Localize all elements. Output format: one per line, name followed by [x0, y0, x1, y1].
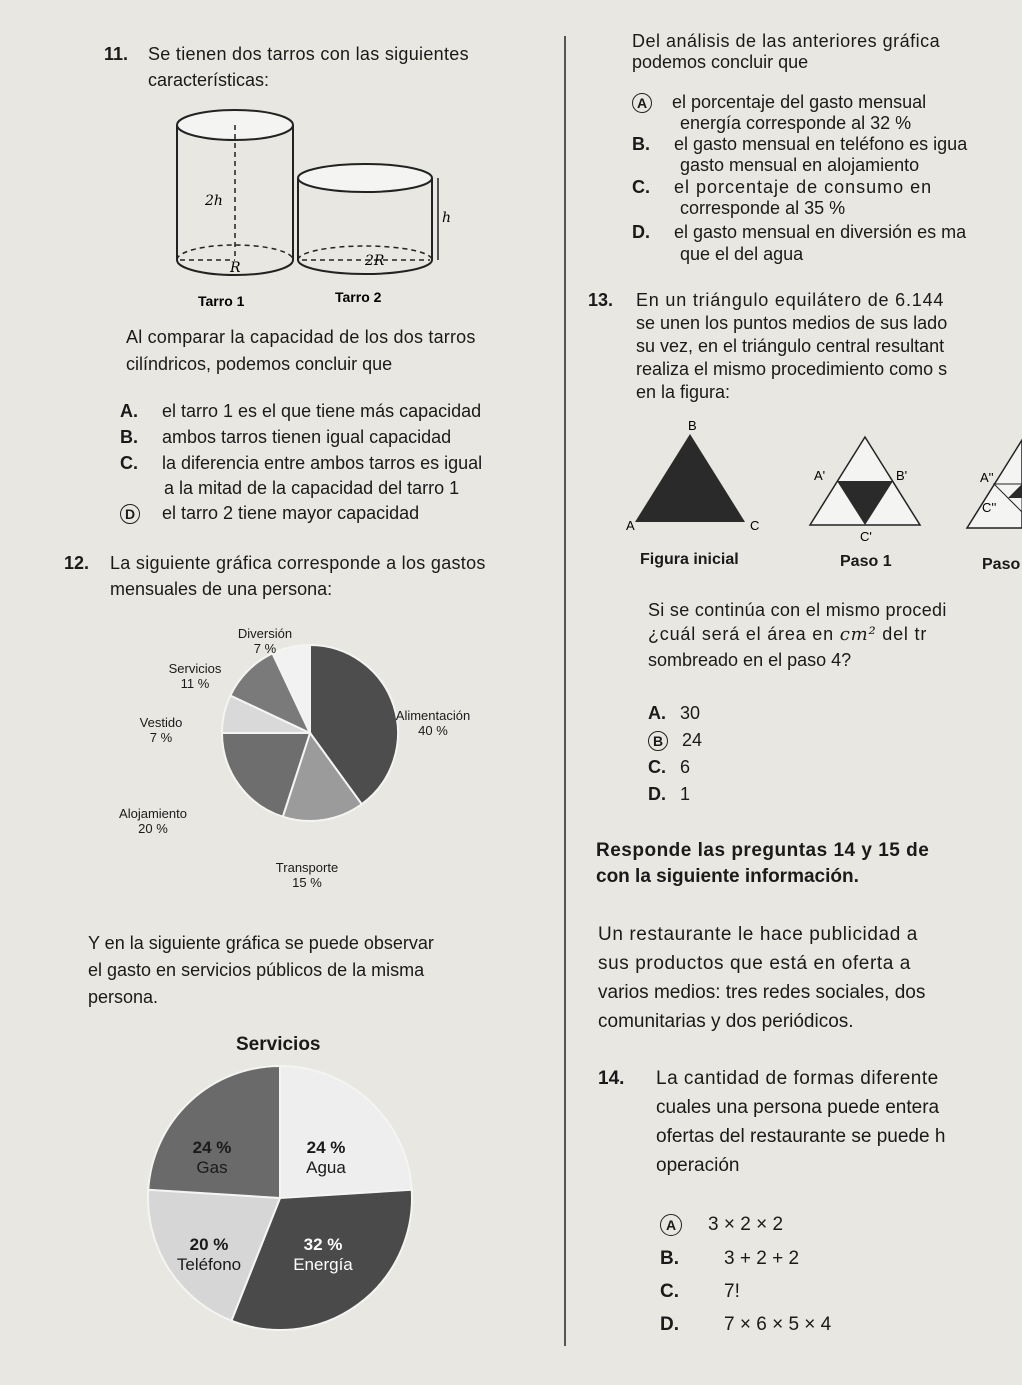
q14-option-c[interactable]: C. 7!	[660, 1281, 740, 1302]
q12-option-c-cont: corresponde al 35 %	[680, 198, 846, 218]
q12-stem-line1: La siguiente gráfica corresponde a los gastos	[110, 553, 486, 573]
pie2-slice-gas	[148, 1066, 280, 1198]
pie2-label-gas: 24 % Gas	[192, 1138, 232, 1177]
svg-text:B: B	[688, 418, 697, 433]
column-divider	[564, 36, 566, 1346]
q11-stem-line1: Se tienen dos tarros con las siguientes	[148, 44, 469, 64]
pie1-label-servicios: Servicios 11 %	[168, 661, 222, 691]
q14-line1: La cantidad de formas diferente	[656, 1068, 939, 1089]
q11-compare-line2: cilíndricos, podemos concluir que	[126, 354, 393, 374]
q13-question-line1: Si se continúa con el mismo procedi	[648, 600, 947, 620]
services-pie-chart	[140, 1060, 420, 1335]
q14-line2: cuales una persona puede entera	[656, 1097, 940, 1118]
pie1-label-alimentacion: Alimentación 40 %	[395, 708, 471, 738]
pie1-label-diversion: Diversión 7 %	[237, 626, 293, 656]
info-heading2: con la siguiente información.	[596, 866, 859, 887]
q13-line2: se unen los puntos medios de sus lado	[636, 313, 948, 333]
cylinders-figure	[150, 100, 470, 315]
q13-number: 13.	[588, 290, 614, 310]
info-line1: Un restaurante le hace publicidad a	[598, 924, 918, 945]
q12-option-c[interactable]: C. el porcentaje de consumo en	[632, 177, 933, 197]
q14-option-b[interactable]: B. 3 + 2 + 2	[660, 1248, 800, 1269]
q14-number: 14.	[598, 1068, 625, 1089]
q11-option-d[interactable]: D el tarro 2 tiene mayor capacidad	[120, 503, 419, 524]
q12-option-a[interactable]: A el porcentaje del gasto mensual	[632, 92, 926, 113]
label-R: R	[230, 260, 241, 276]
tarro1-cylinder	[177, 110, 293, 275]
svg-text:C': C'	[860, 529, 872, 544]
q14-line3: ofertas del restaurante se puede h	[656, 1126, 946, 1147]
svg-text:C: C	[750, 518, 760, 533]
q12-number: 12.	[64, 553, 90, 573]
label-tarro2: Tarro 2	[335, 289, 382, 305]
info-line2: sus productos que está en oferta a	[598, 953, 911, 974]
q11-option-a[interactable]: A. el tarro 1 es el que tiene más capacidad	[120, 401, 482, 421]
q13-line3: su vez, en el triángulo central resultant	[636, 336, 945, 356]
q13-option-a[interactable]: A. 30	[648, 703, 701, 723]
pie1-label-transporte: Transporte 15 %	[275, 860, 339, 890]
q11-compare-line1: Al comparar la capacidad de los dos tarros	[126, 327, 476, 347]
label-tarro1: Tarro 1	[198, 293, 245, 309]
pie2-label-energia: 32 % Energía	[293, 1235, 353, 1274]
q11-option-c-cont: a la mitad de la capacidad del tarro 1	[164, 478, 460, 498]
q11-stem-line2: características:	[148, 70, 270, 90]
q13-option-b[interactable]: B 24	[648, 730, 702, 751]
info-line4: comunitarias y dos periódicos.	[598, 1011, 854, 1032]
q14-option-d[interactable]: D. 7 × 6 × 5 × 4	[660, 1314, 832, 1335]
svg-text:A: A	[626, 518, 635, 533]
pie1-label-vestido: Vestido 7 %	[139, 715, 183, 745]
info-heading1: Responde las preguntas 14 y 15 de	[596, 840, 930, 861]
caption-figura-inicial: Figura inicial	[640, 551, 739, 568]
q13-line4: realiza el mismo procedimiento como s	[636, 359, 948, 379]
q12-option-b-cont: gasto mensual en alojamiento	[680, 155, 920, 175]
q12-right-line1: Del análisis de las anteriores gráfica	[632, 31, 941, 51]
q11-option-b[interactable]: B. ambos tarros tienen igual capacidad	[120, 427, 452, 447]
svg-text:A': A'	[814, 468, 826, 483]
q12-option-b[interactable]: B. el gasto mensual en teléfono es igua	[632, 134, 968, 154]
initial-triangle	[635, 434, 745, 522]
label-2h: 2h	[205, 193, 223, 209]
q11-option-c[interactable]: C. la diferencia entre ambos tarros es igual	[120, 453, 483, 473]
pie2-label-telefono: 20 % Teléfono	[176, 1235, 242, 1274]
q13-option-c[interactable]: C. 6	[648, 757, 691, 777]
svg-text:C'': C''	[982, 500, 997, 515]
q12-after-line1: Y en la siguiente gráfica se puede observar	[88, 933, 434, 953]
q14-line4: operación	[656, 1155, 740, 1176]
label-h: h	[442, 210, 452, 226]
svg-text:B': B'	[896, 468, 908, 483]
q12-option-d-cont: que el del agua	[680, 244, 804, 264]
q13-option-d[interactable]: D. 1	[648, 784, 691, 804]
svg-text:A'': A''	[980, 470, 994, 485]
caption-paso1: Paso 1	[840, 553, 892, 570]
expenses-pie-chart	[220, 628, 400, 858]
pie2-slice-agua	[280, 1066, 412, 1198]
servicios-chart-title: Servicios	[236, 1034, 321, 1055]
info-line3: varios medios: tres redes sociales, dos	[598, 982, 926, 1003]
q13-question-line3: sombreado en el paso 4?	[648, 650, 852, 670]
q11-number: 11.	[104, 44, 129, 64]
q12-option-a-cont: energía corresponde al 32 %	[680, 113, 912, 133]
q13-line5: en la figura:	[636, 382, 731, 402]
q12-right-line2: podemos concluir que	[632, 52, 809, 72]
q12-after-line3: persona.	[88, 987, 159, 1007]
label-2R: 2R	[365, 253, 385, 269]
pie1-label-alojamiento: Alojamiento 20 %	[119, 806, 187, 836]
q12-after-line2: el gasto en servicios públicos de la misma	[88, 960, 425, 980]
q14-option-a[interactable]: A 3 × 2 × 2	[660, 1214, 783, 1236]
caption-paso2: Paso	[982, 556, 1021, 573]
pie2-label-agua: 24 % Agua	[306, 1138, 346, 1177]
q12-stem-line2: mensuales de una persona:	[110, 579, 333, 599]
q12-option-d[interactable]: D. el gasto mensual en diversión es ma	[632, 222, 967, 242]
q13-line1: En un triángulo equilátero de 6.144	[636, 290, 945, 310]
q13-question-line2: ¿cuál será el área en cm² del tr	[648, 624, 928, 645]
